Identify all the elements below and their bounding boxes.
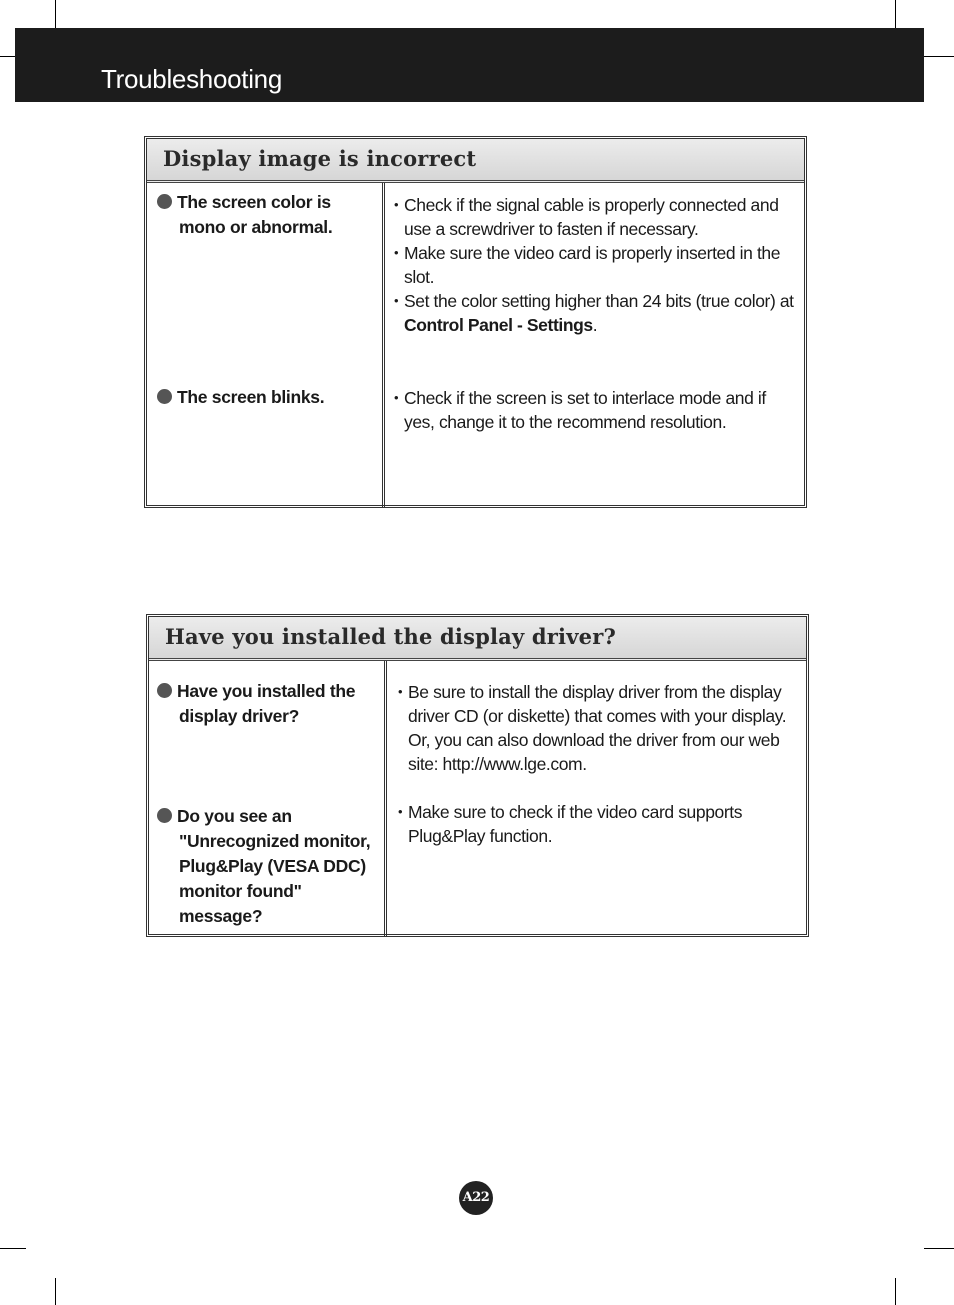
- symptom-text: Do you see an: [177, 806, 292, 826]
- solution-item: • Check if the signal cable is properly connected and use a screwdriver to fasten if necessary.: [394, 193, 794, 241]
- panel-header: [147, 139, 804, 183]
- bullet-dot-icon: [157, 389, 172, 404]
- solution-item: • Be sure to install the display driver from the display driver CD (or diskette) that comes with your display. Or, you can also download the driver from our web site: http://www.lge.com.: [398, 680, 798, 776]
- solution-item: [394, 289, 794, 337]
- solution-list: [398, 680, 798, 776]
- solution-list: [398, 800, 798, 848]
- panel-display-image: [144, 136, 807, 508]
- crop-mark: [55, 0, 56, 28]
- solution-item: • Make sure to check if the video card supports Plug&Play function.: [398, 800, 798, 848]
- page-title: Troubleshooting: [101, 64, 282, 94]
- symptom-text-cont: mono or abnormal.: [179, 217, 333, 237]
- bullet-dot-icon: [157, 683, 172, 698]
- solution-list: [394, 386, 794, 434]
- solution-list: [394, 193, 794, 337]
- column-divider: [384, 661, 387, 937]
- symptom-screen-color: [157, 190, 377, 240]
- symptom-installed-driver: [157, 679, 379, 729]
- solution-text: Set the color setting higher than 24 bits (true color) at: [404, 291, 794, 311]
- symptom-text: The screen color is: [177, 192, 331, 212]
- solution-item: • Check if the screen is set to interlace mode and if yes, change it to the recommend resolution.: [394, 386, 794, 434]
- crop-mark: [924, 56, 954, 57]
- bullet-dot-icon: [157, 808, 172, 823]
- crop-mark: [0, 1248, 26, 1249]
- column-divider: [382, 183, 385, 508]
- crop-mark: [895, 1278, 896, 1305]
- crop-mark: [55, 1278, 56, 1305]
- panel-title: Display image is incorrect: [163, 146, 477, 171]
- panel-title: Have you installed the display driver?: [165, 624, 616, 649]
- symptom-text: The screen blinks.: [177, 387, 325, 407]
- panel-header: [149, 617, 806, 661]
- solution-item: • Make sure the video card is properly inserted in the slot.: [394, 241, 794, 289]
- symptom-screen-blinks: [157, 385, 377, 410]
- symptom-unrecognized-monitor: [157, 804, 383, 929]
- crop-mark: [924, 1248, 954, 1249]
- crop-mark: [895, 0, 896, 28]
- crop-mark: [0, 56, 15, 57]
- symptom-text-cont: "Unrecognized monitor, Plug&Play (VESA DDC) monitor found" message?: [179, 831, 371, 926]
- solution-text-bold: Control Panel - Settings: [404, 315, 593, 335]
- solution-text: .: [592, 315, 598, 335]
- bullet-dot-icon: [157, 194, 172, 209]
- symptom-text-cont: display driver?: [179, 706, 299, 726]
- panel-display-driver: [146, 614, 809, 937]
- symptom-text: Have you installed the: [177, 681, 356, 701]
- page-number-badge: A22: [459, 1181, 493, 1215]
